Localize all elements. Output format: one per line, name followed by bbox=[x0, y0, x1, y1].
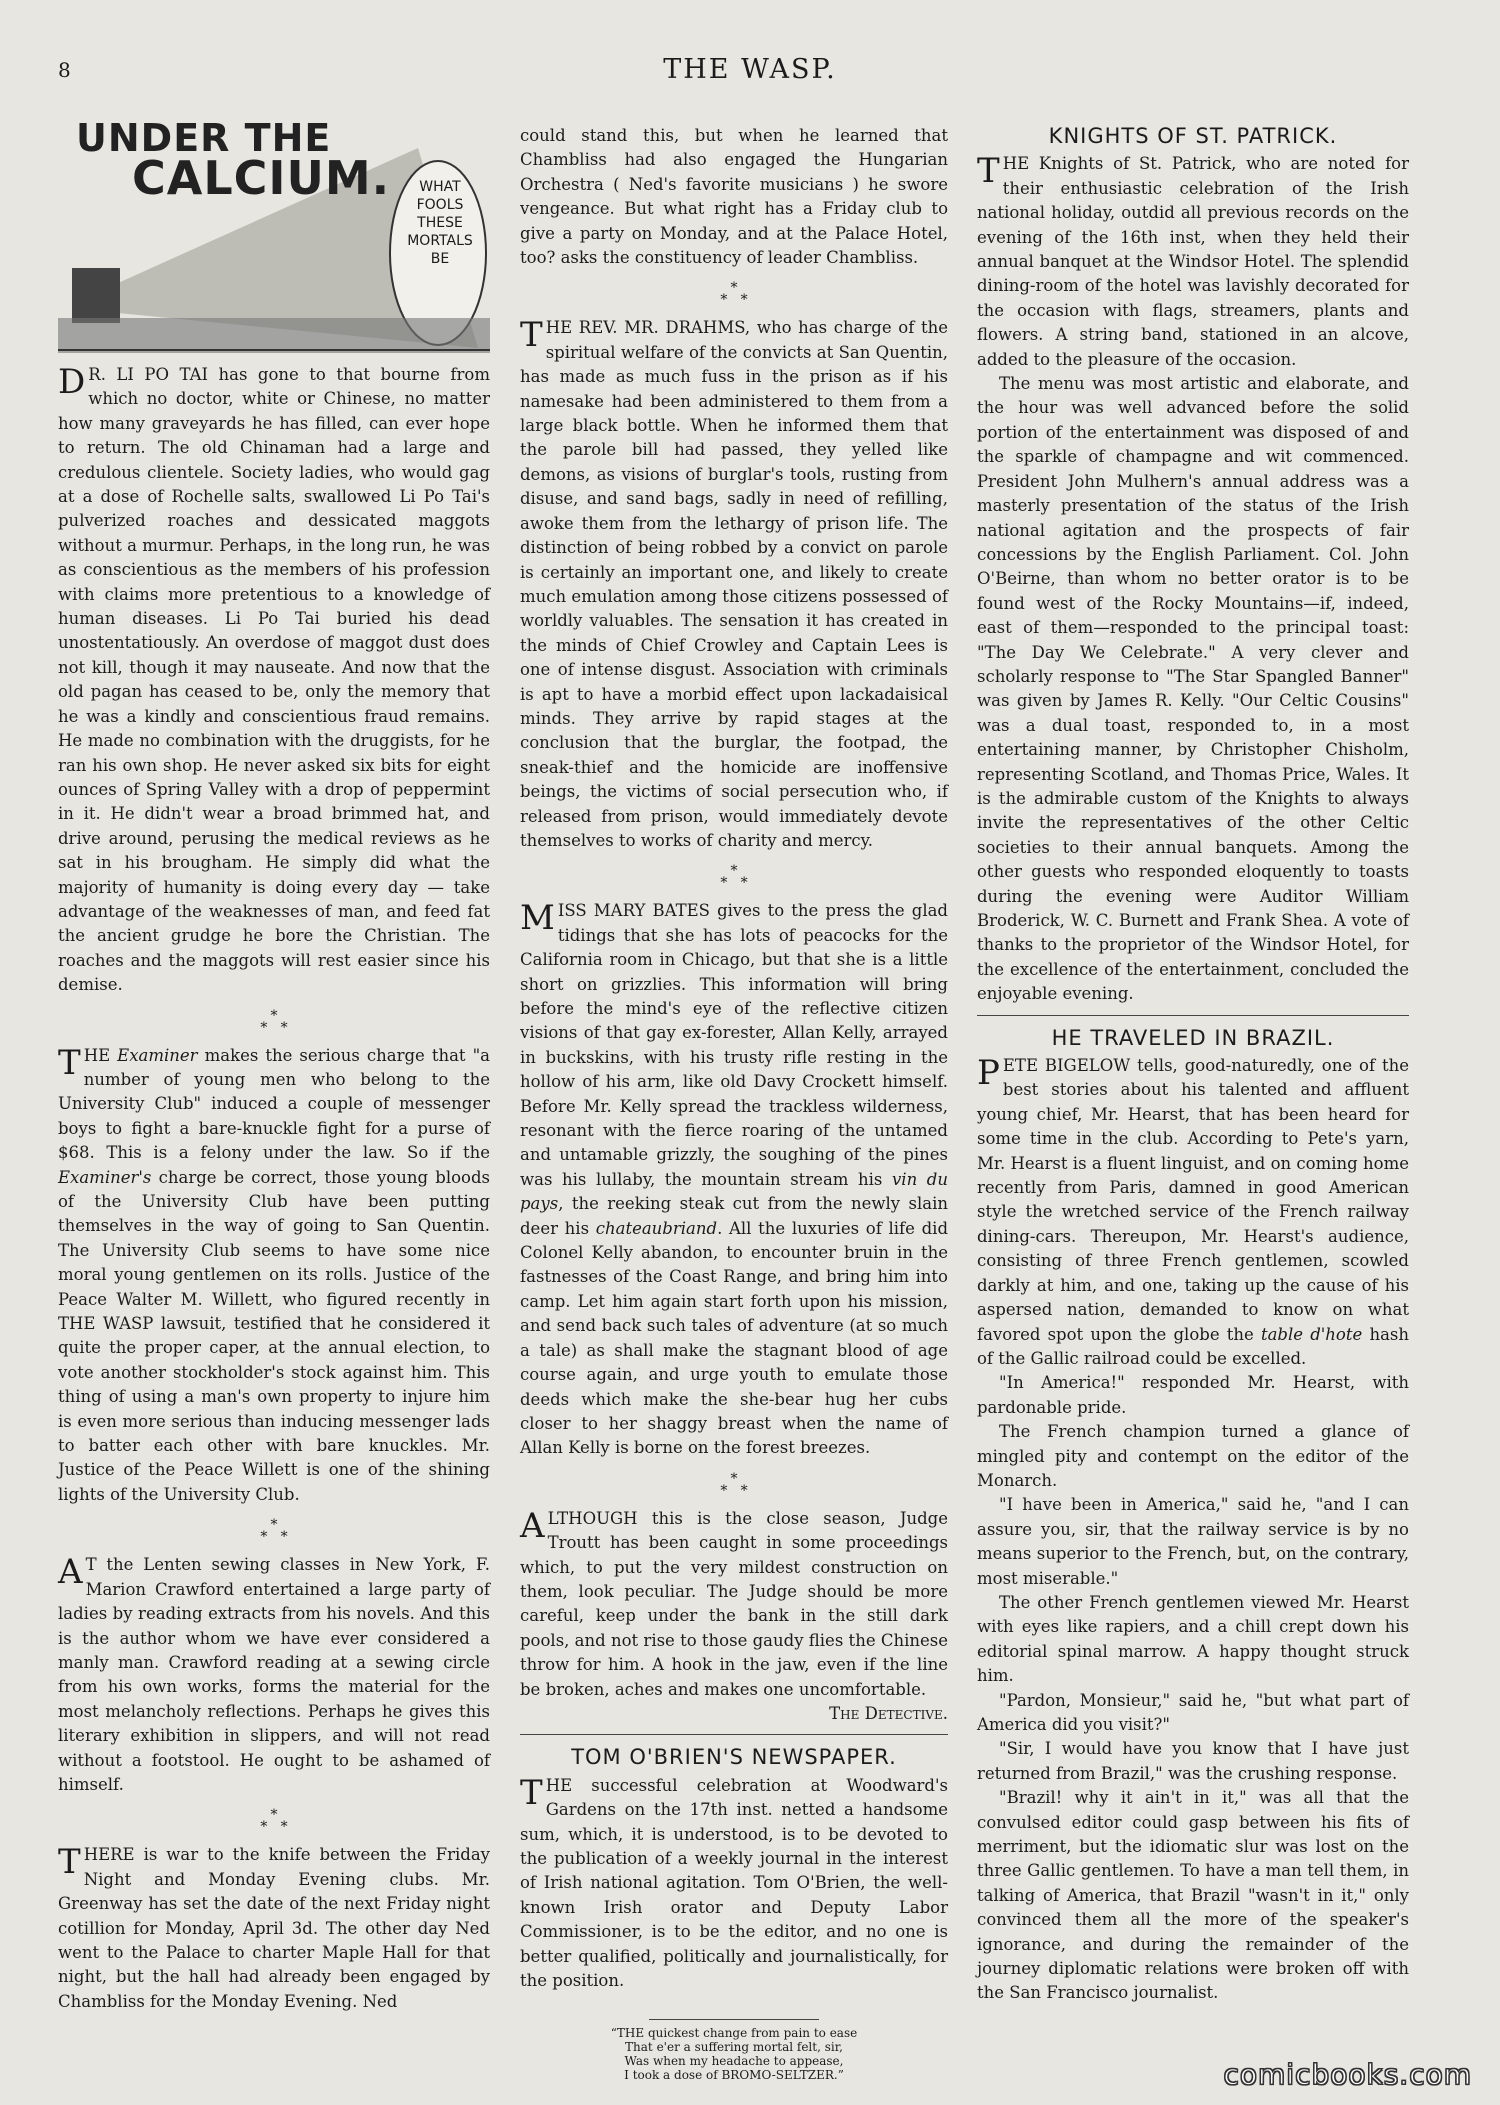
spotlight-line: FOOLS bbox=[416, 197, 464, 213]
divider bbox=[649, 2019, 819, 2020]
article-mary-bates: MISS MARY BATES gives to the press the glad tidings that she has lots of peacocks for the California room in Chicago, but that she is a little short on grizzlies. This information will bring before the mind's eye of the reflective citizen visions of that gay ex-forester, Allan Kelly, arrayed in buckskins, with his trusty rifle resting in the hollow of his arm, like old Davy Crockett himself. Before Mr. Kelly spread the trackless wilderness, resonant with the fierce roaring of the untamed and untamable grizzly, the soughing of the pines was his lullaby, the mountain stream his vin du pays, the reeking steak cut from the newly slain deer his chateaubriand. All the luxuries of life did Colonel Kelly abandon, to encounter bruin in the fastnesses of the Coast Range, and bring him into camp. Let him again start forth upon his mission, and send back such tales of adventure (at so much a tale) as shall make the stagnant blood of age course again, and urge youth to emulate those deeds which make the she-bear hug her cubs closer to her shaggy breast when the name of Allan Kelly is borne on the forest breezes. bbox=[520, 898, 949, 1458]
illustration-title bbox=[76, 116, 391, 205]
column-1 bbox=[58, 118, 490, 2014]
calcium-illustration bbox=[58, 118, 490, 353]
signature-detective: The Detective. bbox=[829, 1703, 948, 1723]
spotlight-line: THESE bbox=[417, 215, 463, 231]
ad-line: I took a dose of BROMO-SELTZER.” bbox=[624, 2068, 844, 2083]
article-brazil-p8: "Brazil! why it ain't in it," was all that the convulsed editor could gasp between his fits of merriment, but the idiomatic slur was lost on the three Gallic gentlemen. To have a man tell them, in talking of America, that Brazil "wasn't in it," only convinced them all the more of the speaker's ignorance, and during the remainder of the journey diplomatic relations were broken off with the San Francisco journalist. bbox=[977, 1788, 1409, 2003]
bromo-seltzer-ad bbox=[584, 2019, 884, 2082]
drop-cap: A bbox=[520, 1505, 545, 1546]
article-university-club: THE Examiner makes the serious charge that "a number of young men who belong to the University Club" induced a couple of messenger boys to fight a bare-knuckle fight for a purse of $68. This is a felony under the law. So if the Examiner's charge be correct, those young bloods of the University Club have been putting themselves in the way of going to San Quentin. The University Club seems to have some nice moral young gentlemen on its rolls. Justice of the Peace Walter M. Willett, who figured recently in THE WASP lawsuit, testified that he considered it quite the proper caper, at the annual election, to vote another stockholder's stock against him. This thing of using a man's own property to injure him is even more serious than inducing messenger lads to batter each other with bare knuckles. Mr. Justice of the Peace Willett is one of the shining lights of the University Club. bbox=[58, 1042, 491, 1504]
divider bbox=[977, 1015, 1409, 1016]
spotlight-line: MORTALS bbox=[407, 233, 473, 249]
spotlight-line: WHAT bbox=[419, 179, 461, 195]
separator: * * * bbox=[260, 1007, 288, 1036]
separator: * * * bbox=[720, 863, 748, 892]
separator: * * * bbox=[720, 280, 748, 309]
heading-tom-obrien: TOM O'BRIEN'S NEWSPAPER. bbox=[571, 1745, 897, 1770]
article-brazil-p2: "In America!" responded Mr. Hearst, with pardonable pride. bbox=[977, 1373, 1409, 1417]
ad-line: “THE quickest change from pain to ease bbox=[610, 2026, 858, 2041]
separator: * * * bbox=[260, 1807, 288, 1836]
article-brazil-p5: The other French gentlemen viewed Mr. Hearst with eyes like rapiers, and a chill crept down his editorial spinal marrow. A happy thought struck him. bbox=[977, 1592, 1409, 1686]
drop-cap: T bbox=[520, 1772, 543, 1813]
heading-knights-st-patrick: KNIGHTS OF ST. PATRICK. bbox=[1048, 124, 1338, 148]
drop-cap: M bbox=[520, 898, 555, 939]
article-judge-troutt: ALTHOUGH this is the close season, Judge Troutt has been caught in some proceedings which, to put the very mildest construction on them, look peculiar. The Judge should be more careful, keep under the bank in the still dark pools, and not rise to those gaudy flies the Chinese throw for him. A hook in the jaw, even if the line be broken, aches and makes one uncomfortable. bbox=[520, 1505, 948, 1699]
drop-cap: A bbox=[58, 1552, 83, 1593]
drop-cap: T bbox=[58, 1042, 81, 1083]
column-3 bbox=[977, 118, 1409, 2006]
divider bbox=[520, 1734, 948, 1735]
illustration-title-line-2: CALCIUM. bbox=[132, 151, 391, 205]
separator: * * * bbox=[260, 1517, 288, 1546]
article-crawford: A T the Lenten sewing classes in New York, F. Marion Crawford entertained a large party of ladies by reading extracts from his novels. And this is the author whom we have ever considered a manly man. Crawford reading at a sewing circle from his own works, forms the material for the most melancholy reflections. Perhaps he gives this literary exhibition in slippers, and will not read without a footstool. He ought to be ashamed of himself. bbox=[58, 1552, 490, 1794]
heading-traveled-brazil: HE TRAVELED IN BRAZIL. bbox=[1051, 1025, 1335, 1050]
article-brazil-p7: "Sir, I would have you know that I have just returned from Brazil," was the crushing response. bbox=[977, 1739, 1409, 1783]
article-li-po-tai: D R. LI PO TAI has gone to that bourne from which no doctor, white or Chinese, no matter how many graveyards he has filled, can ever hope to return. The old Chinaman had a large and credulous clientele. Society ladies, who would gag at a dose of Rochelle salts, swallowed Li Po Tai's pulverized roaches and dessicated maggots without a murmur. Perhaps, in the long run, he was as conscientious as the members of his profession with claims more pretentious to a knowledge of human diseases. Li Po Tai buried his dead unostentatiously. An overdose of maggot dust does not kill, though it may nauseate. And now that the old pagan has ceased to be, only the memory that he was a kindly and conscientious fraud remains. He made no combination with the druggists, for he ran his own shop. He never asked six bits for eight ounces of Spring Valley with a drop of peppermint in it. He didn't wear a broad brimmed hat, and drive around, perusing the medical reviews as he sat in his brougham. He simply did what the majority of humanity is doing every day — take advantage of the weaknesses of man, and feed fat the ancient grudge he bore the Christian. The roaches and the maggots will rest easier since his demise. bbox=[58, 362, 490, 995]
drop-cap: D bbox=[58, 362, 86, 402]
spotlight-line: BE bbox=[430, 251, 450, 267]
article-drahms: THE REV. MR. DRAHMS, who has charge of the spiritual welfare of the convicts at San Quentin, has made as much fuss in the prison as if his namesake had been administered to them from a large black bottle. When he informed them that the parole bill had passed, they yelled like demons, as visions of burglar's tools, rusting from disuse, and sand bags, sadly in need of refilling, awoke them from the lethargy of prison life. The distinction of being robbed by a convict on parole is certainly an important one, and likely to create much emulation among those citizens possessed of worldly valuables. The sensation it has created in the minds of Chief Crowley and Captain Lees is one of intense disgust. Association with criminals is apt to have a morbid effect upon lackadaisical minds. They arrive by rapid stages at the conclusion that the burglar, the footpad, the sneak-thief and the homicide are inoffensive beings, the victims of social persecution who, if released from prison, would immediately devote themselves to works of charity and mercy. bbox=[520, 315, 948, 850]
ad-line: Was when my headache to appease, bbox=[624, 2054, 844, 2069]
separator: * * * bbox=[720, 1470, 748, 1499]
watermark-logo: comicbooks.com bbox=[1223, 2058, 1472, 2091]
article-brazil-p1: PETE BIGELOW tells, good-naturedly, one of the best stories about his talented and affluent young chief, Mr. Hearst, that has been heard for some time in the club. According to Pete's yarn, Mr. Hearst is a fluent linguist, and on coming home recently from Paris, damned in good American style the wretched service of the French railway dining-cars. Thereupon, Mr. Hearst's audience, consisting of three French gentlemen, scowled darkly at him, and one, taking up the cause of his aspersed nation, demanded to know on what favored spot upon the globe the table d'hote hash of the Gallic railroad could be excelled. bbox=[977, 1053, 1409, 1368]
article-knights-p2: The menu was most artistic and elaborate, and the hour was well advanced before the solid portion of the entertainment was disposed of and the sparkle of champagne and wit commenced. President John Mulhern's annual address was a masterly presentation of the status of the Irish national agitation and the prospects of fair concessions by the English Parliament. Col. John O'Beirne, than whom no better orator is to be found west of the Rocky Mountains—if, indeed, east of them—responded to the principal toast: "The Day We Celebrate." A very clever and scholarly response to "The Star Spangled Banner" was given by James R. Kelly. "Our Celtic Cousins" was a dual toast, responded to, in a most entertaining manner, by Christopher Chisholm, representing Scotland, and Thomas Price, Wales. It is the admirable custom of the Knights to always invite the representatives of the other Celtic societies to their annual banquets. Among the other guests who responded eloquently to toasts during the evening were Auditor William Broderick, W. C. Burnett and Frank Shea. A vote of thanks to the proprietor of the Windsor Hotel, for the excellence of the entertainment, concluded the enjoyable evening. bbox=[977, 374, 1409, 1004]
column-2 bbox=[520, 124, 948, 2082]
article-brazil-p4: "I have been in America," said he, "and I can assure you, sir, that the railway service is by no means superior to the French, but, on the contrary, most miserable." bbox=[977, 1495, 1409, 1588]
drop-cap: T bbox=[977, 151, 1000, 192]
article-knights-p1: THE Knights of St. Patrick, who are noted for their enthusiastic celebration of the Irish national holiday, outdid all previous records on the evening of the 16th inst, when they held their annual banquet at the Windsor Hotel. The splendid dining-room of the hotel was lavishly decorated for the occasion with flags, streamers, plants and flowers. A string band, stationed in an alcove, added to the pleasure of the occasion. bbox=[977, 151, 1409, 369]
drop-cap: T bbox=[58, 1842, 81, 1883]
article-club-war-continued: could stand this, but when he learned that Chambliss had also engaged the Hungarian Orchestra ( Ned's favorite musicians ) he swore vengeance. But what right has a Friday club to give a party on Monday, and at the Palace Hotel, too? asks the constituency of leader Chambliss. bbox=[520, 126, 948, 268]
article-brazil-p6: "Pardon, Monsieur," said he, "but what part of America did you visit?" bbox=[977, 1690, 1409, 1734]
drop-cap: T bbox=[520, 315, 543, 356]
ad-line: That e'er a suffering mortal felt, sir, bbox=[625, 2040, 843, 2055]
masthead: THE WASP. bbox=[663, 54, 837, 85]
drop-cap: P bbox=[977, 1053, 1000, 1094]
article-brazil-p3: The French champion turned a glance of mingled pity and contempt on the editor of the Monarch. bbox=[977, 1422, 1409, 1490]
spotlight-caption bbox=[400, 178, 480, 268]
page-number: 8 bbox=[58, 58, 71, 82]
article-tom-obrien: THE successful celebration at Woodward's Gardens on the 17th inst. netted a handsome sum, which, it is understood, is to be devoted to the publication of a weekly journal in the interest of Irish national agitation. Tom O'Brien, the well-known Irish orator and Deputy Labor Commissioner, is to be the editor, and no one is better qualified, politically and journalistically, for the position. bbox=[520, 1772, 948, 1991]
illustration-title-line-1: UNDER THE bbox=[76, 116, 332, 160]
article-club-war: THERE is war to the knife between the Friday Night and Monday Evening clubs. Mr. Greenway has set the date of the next Friday night cotillion for Monday, April 3d. The other day Ned went to the Palace to charter Maple Hall for that night, but the hall had already been engaged by Chambliss for the Monday Evening. Ned bbox=[58, 1842, 490, 2011]
